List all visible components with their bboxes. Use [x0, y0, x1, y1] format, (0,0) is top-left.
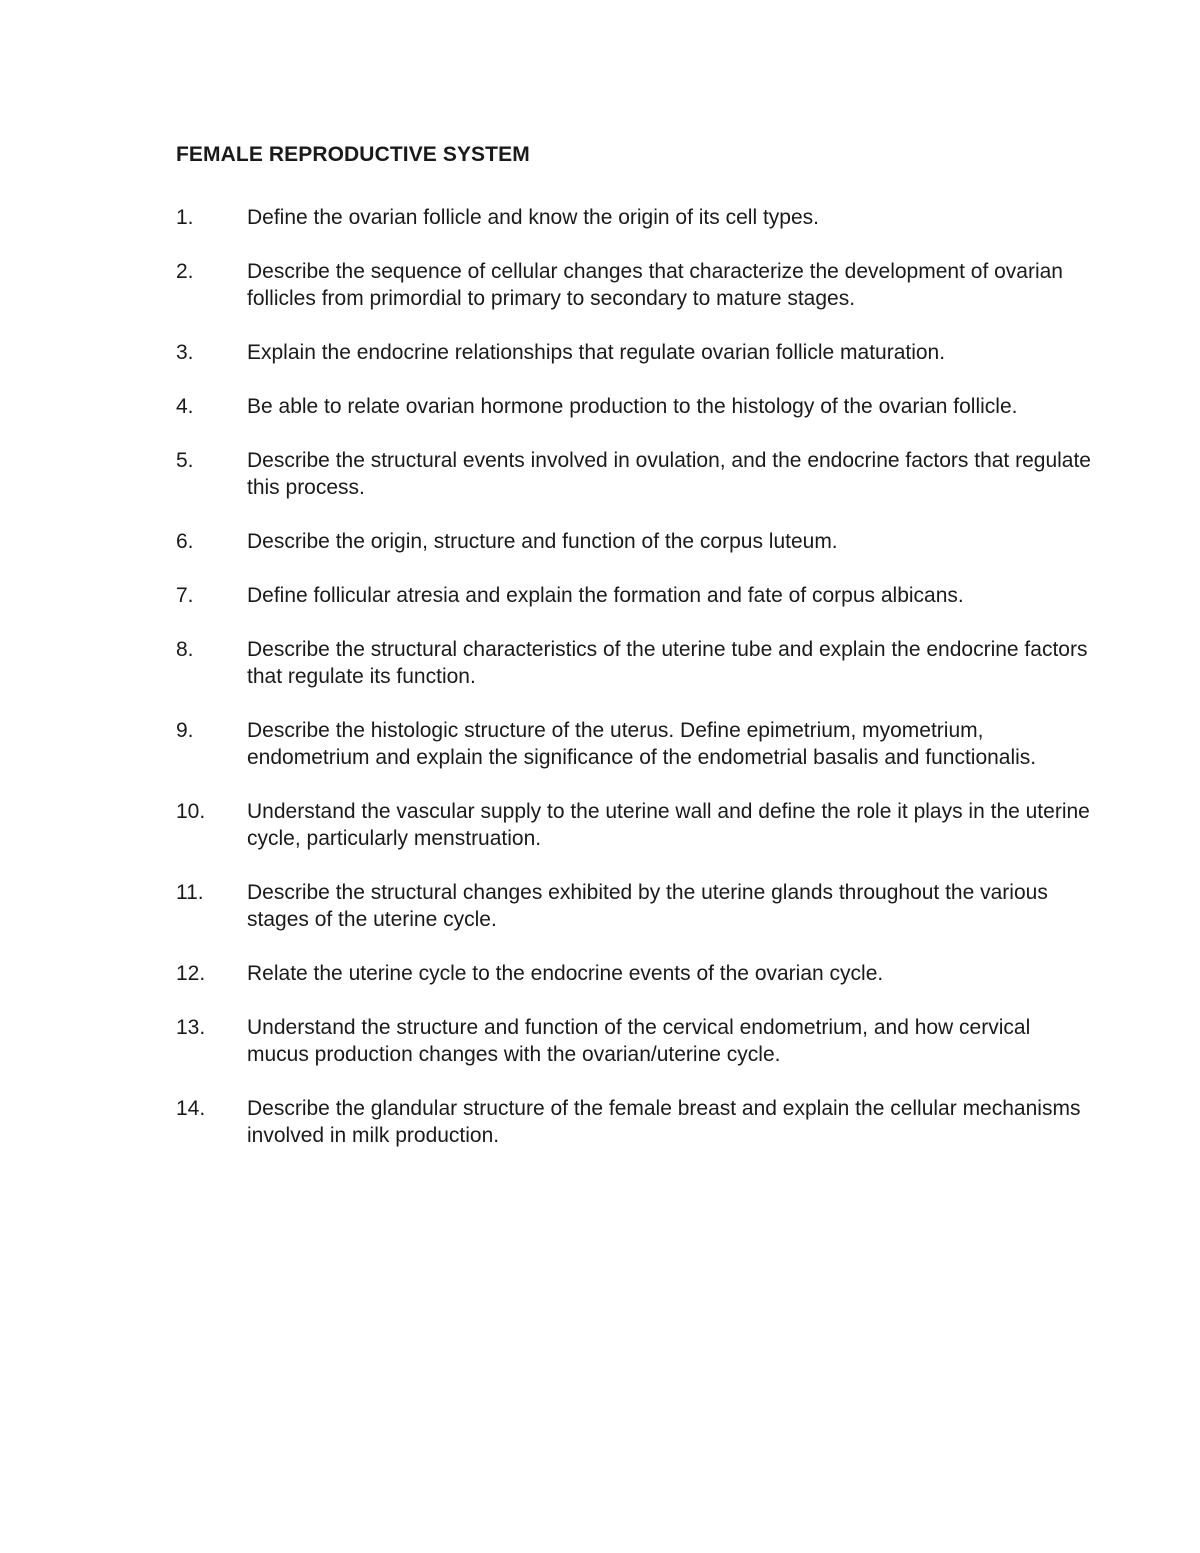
- item-number: 10.: [176, 800, 206, 823]
- item-text: Relate the uterine cycle to the endocrine events of the ovarian cycle.: [247, 962, 884, 985]
- item-number: 13.: [176, 1016, 206, 1039]
- list-item: [176, 960, 1096, 987]
- list-item: [176, 636, 1096, 690]
- item-text: Describe the sequence of cellular changes that characterize the development of ovarian follicles from primordial to primary to secondary to mature stages.: [247, 260, 1063, 310]
- list-item: [176, 339, 1096, 366]
- item-number: 4.: [176, 395, 194, 418]
- item-number: 12.: [176, 962, 206, 985]
- item-text: Explain the endocrine relationships that regulate ovarian follicle maturation.: [247, 341, 946, 364]
- list-item: [176, 1014, 1096, 1068]
- item-number: 8.: [176, 638, 194, 661]
- item-number: 2.: [176, 260, 194, 283]
- document-title: FEMALE REPRODUCTIVE SYSTEM: [176, 143, 530, 166]
- item-text: Describe the glandular structure of the female breast and explain the cellular mechanisms involved in milk production.: [247, 1097, 1081, 1147]
- item-text: Understand the structure and function of the cervical endometrium, and how cervical mucus production changes with the ovarian/uterine cycle.: [247, 1016, 1031, 1066]
- item-text: Describe the structural characteristics of the uterine tube and explain the endocrine factors that regulate its function.: [247, 638, 1088, 688]
- item-text: Understand the vascular supply to the uterine wall and define the role it plays in the uterine cycle, particularly menstruation.: [247, 800, 1090, 850]
- list-item: [176, 393, 1096, 420]
- item-text: Describe the histologic structure of the uterus. Define epimetrium, myometrium, endometrium and explain the significance of the endometrial basalis and functionalis.: [247, 719, 1037, 769]
- list-item: [176, 204, 1096, 231]
- item-text: Define the ovarian follicle and know the origin of its cell types.: [247, 206, 819, 229]
- objectives-list: [176, 204, 1096, 1176]
- list-item: [176, 879, 1096, 933]
- list-item: [176, 528, 1096, 555]
- list-item: [176, 447, 1096, 501]
- list-item: [176, 717, 1096, 771]
- item-number: 3.: [176, 341, 194, 364]
- list-item: [176, 582, 1096, 609]
- list-item: [176, 258, 1096, 312]
- item-number: 7.: [176, 584, 194, 607]
- list-item: [176, 798, 1096, 852]
- item-text: Describe the structural changes exhibited by the uterine glands throughout the various stages of the uterine cycle.: [247, 881, 1048, 931]
- item-text: Define follicular atresia and explain the formation and fate of corpus albicans.: [247, 584, 964, 607]
- item-text: Describe the structural events involved in ovulation, and the endocrine factors that regulate this process.: [247, 449, 1091, 499]
- item-number: 11.: [176, 881, 204, 904]
- list-item: [176, 1095, 1096, 1149]
- item-number: 1.: [176, 206, 194, 229]
- item-text: Describe the origin, structure and function of the corpus luteum.: [247, 530, 838, 553]
- item-number: 9.: [176, 719, 194, 742]
- item-number: 14.: [176, 1097, 206, 1120]
- item-text: Be able to relate ovarian hormone production to the histology of the ovarian follicle.: [247, 395, 1018, 418]
- item-number: 6.: [176, 530, 194, 553]
- item-number: 5.: [176, 449, 194, 472]
